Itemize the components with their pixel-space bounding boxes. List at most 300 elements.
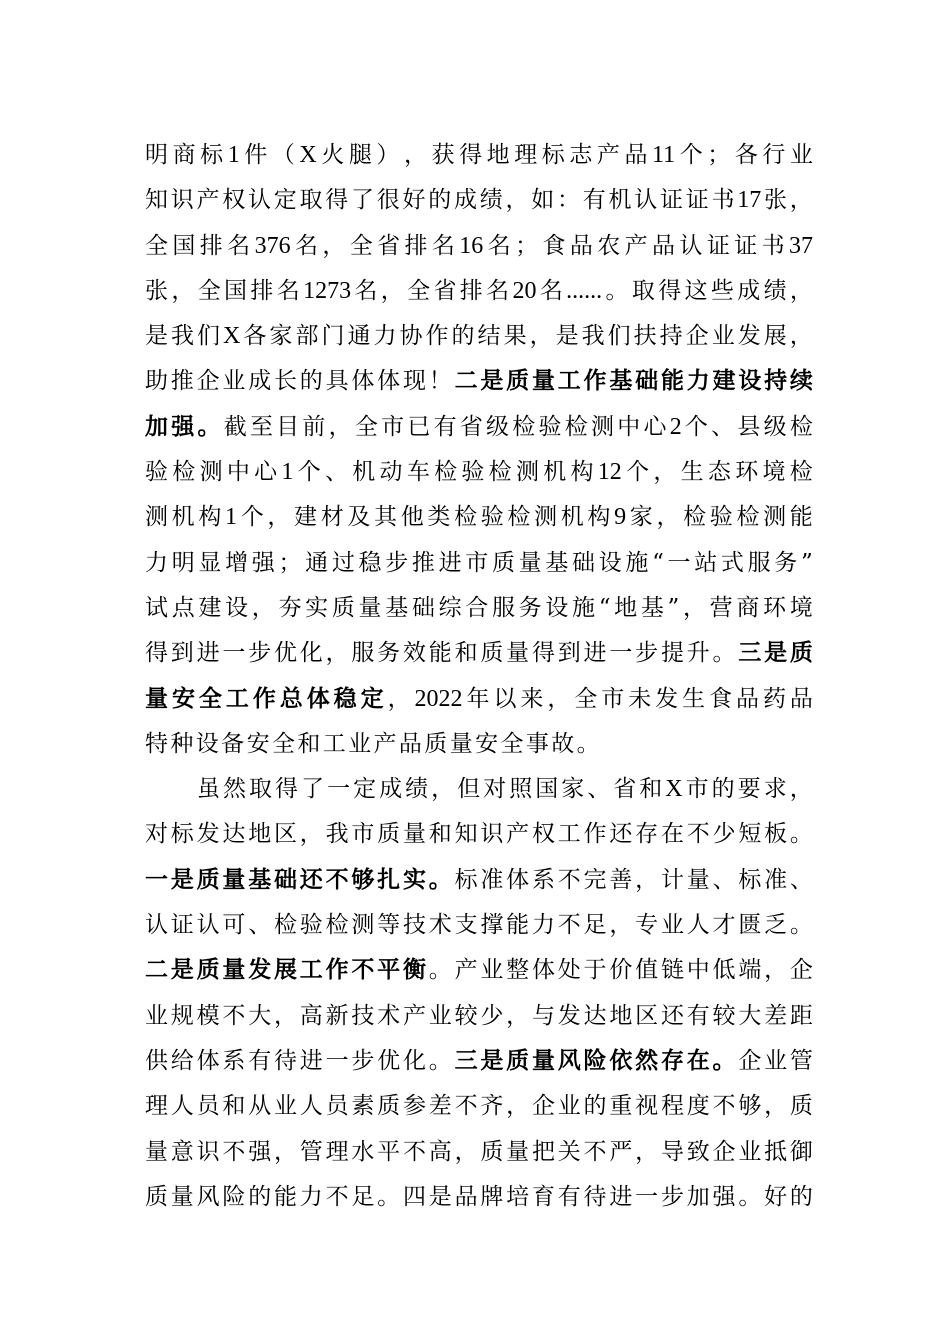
text: 产 bbox=[373, 730, 397, 757]
text: 市 bbox=[601, 685, 625, 712]
text: 足 bbox=[351, 1183, 375, 1210]
bold-text: 质 bbox=[789, 640, 813, 667]
text-line bbox=[145, 499, 813, 544]
text: 量 bbox=[686, 866, 710, 893]
text: 站 bbox=[694, 549, 718, 576]
text: 业 bbox=[557, 1093, 581, 1120]
text: 待 bbox=[273, 1047, 297, 1074]
text: 机 bbox=[560, 504, 584, 531]
text: 不 bbox=[454, 1093, 478, 1120]
text: 全 bbox=[271, 730, 295, 757]
bold-text: 是 bbox=[170, 957, 194, 984]
text: 个 bbox=[297, 459, 321, 486]
text: 证 bbox=[660, 187, 683, 214]
text: 火 bbox=[321, 142, 345, 168]
text: 16 bbox=[459, 232, 484, 259]
bold-text: 然 bbox=[635, 1047, 659, 1074]
text: 量 bbox=[170, 1183, 194, 1210]
text: 明 bbox=[145, 142, 168, 168]
text: 员 bbox=[325, 1093, 349, 1120]
text: 业 bbox=[711, 323, 735, 350]
text: 一 bbox=[327, 776, 351, 803]
text: 生 bbox=[680, 459, 704, 486]
text: 地 bbox=[614, 594, 638, 621]
text: 导 bbox=[660, 1138, 684, 1165]
text: 得 bbox=[658, 277, 682, 304]
text: 短 bbox=[738, 821, 762, 848]
text: 综 bbox=[438, 594, 462, 621]
text: 构 bbox=[570, 459, 594, 486]
text: 业 bbox=[660, 912, 684, 939]
text: 构 bbox=[587, 504, 611, 531]
text: 的 bbox=[428, 187, 452, 214]
text: ， bbox=[609, 912, 633, 939]
text: 抵 bbox=[764, 1138, 788, 1165]
text: 名 bbox=[431, 232, 455, 259]
text: 生 bbox=[682, 685, 706, 712]
bold-text: 量 bbox=[222, 866, 246, 893]
text: 标 bbox=[200, 142, 224, 168]
text: 各 bbox=[734, 142, 758, 168]
text: 推 bbox=[170, 368, 194, 395]
paragraph bbox=[145, 771, 813, 1224]
text: 、 bbox=[587, 776, 611, 803]
text: ： bbox=[557, 187, 580, 214]
text: 给 bbox=[170, 1047, 194, 1074]
text: 测 bbox=[590, 413, 614, 440]
bold-text: 基 bbox=[609, 368, 633, 395]
text: 管 bbox=[789, 1047, 813, 1074]
text: 名 bbox=[539, 277, 563, 304]
bold-text: 三 bbox=[454, 1047, 478, 1074]
text: 名 bbox=[227, 232, 251, 259]
text: 营 bbox=[709, 594, 733, 621]
text: 撑 bbox=[480, 912, 504, 939]
text: 不 bbox=[402, 1138, 426, 1165]
text: 推 bbox=[411, 549, 435, 576]
text: 达 bbox=[583, 1002, 607, 1029]
text: 机 bbox=[352, 459, 376, 486]
text: 省 bbox=[459, 413, 483, 440]
text: 国 bbox=[172, 232, 196, 259]
text: ， bbox=[653, 459, 677, 486]
text: 环 bbox=[735, 459, 759, 486]
text: 已 bbox=[407, 413, 431, 440]
text: 如 bbox=[531, 187, 555, 214]
text-line bbox=[145, 318, 813, 363]
text: 企 bbox=[685, 323, 709, 350]
text: 进 bbox=[609, 1183, 633, 1210]
text: ！ bbox=[428, 368, 452, 395]
text: 。 bbox=[377, 1183, 401, 1210]
text: 技 bbox=[351, 1002, 375, 1029]
text: 书 bbox=[711, 187, 735, 214]
text: 体 bbox=[196, 1047, 220, 1074]
text: 绩 bbox=[763, 277, 787, 304]
text: 步 bbox=[351, 1047, 375, 1074]
text-line bbox=[145, 1043, 813, 1088]
text: 验 bbox=[145, 459, 168, 486]
text: 与 bbox=[531, 1002, 555, 1029]
text: 检 bbox=[454, 504, 478, 531]
text: 可 bbox=[222, 912, 246, 939]
text: 识 bbox=[196, 1138, 220, 1165]
text: 于 bbox=[583, 957, 607, 984]
text: 但 bbox=[457, 776, 481, 803]
text: 成 bbox=[454, 187, 477, 214]
text: 能 bbox=[789, 504, 813, 531]
text: 标 bbox=[170, 821, 194, 848]
text: 了 bbox=[301, 776, 325, 803]
text: 很 bbox=[376, 187, 400, 214]
text: 有 bbox=[582, 187, 606, 214]
bold-text: 不 bbox=[351, 957, 375, 984]
bold-text: 是 bbox=[170, 866, 194, 893]
text: ， bbox=[273, 1002, 297, 1029]
text: 个 bbox=[240, 504, 264, 531]
text: 好 bbox=[764, 1183, 788, 1210]
text: 名 bbox=[487, 232, 511, 259]
text: 境 bbox=[789, 594, 813, 621]
text: 截 bbox=[223, 413, 247, 440]
text: 个 bbox=[626, 459, 650, 486]
text: 培 bbox=[506, 1183, 530, 1210]
text: 式 bbox=[720, 549, 744, 576]
text: 测 bbox=[145, 504, 168, 531]
text: 建 bbox=[198, 594, 222, 621]
text: 37 bbox=[788, 232, 813, 259]
text: 测 bbox=[199, 459, 223, 486]
text: ， bbox=[380, 277, 404, 304]
text: 量 bbox=[358, 594, 382, 621]
text: 到 bbox=[557, 640, 581, 667]
text: 1 bbox=[281, 459, 294, 486]
text: 检 bbox=[273, 912, 297, 939]
text: ， bbox=[322, 232, 346, 259]
text: 张 bbox=[145, 277, 168, 304]
text: 认 bbox=[248, 187, 271, 214]
bold-text: 发 bbox=[248, 957, 272, 984]
text: 检 bbox=[683, 504, 707, 531]
text: 是 bbox=[555, 323, 579, 350]
text: 通 bbox=[305, 549, 329, 576]
text: 验 bbox=[538, 413, 562, 440]
text: 动 bbox=[379, 459, 403, 486]
text: 计 bbox=[660, 866, 684, 893]
text: 产 bbox=[596, 142, 620, 168]
text: 质 bbox=[480, 1138, 504, 1165]
bold-text: 质 bbox=[196, 866, 220, 893]
text: 较 bbox=[454, 1002, 478, 1029]
text: 中 bbox=[617, 413, 641, 440]
text: ， bbox=[325, 640, 349, 667]
text: 产 bbox=[196, 187, 220, 214]
text: 境 bbox=[762, 459, 786, 486]
text: 业 bbox=[348, 730, 372, 757]
bold-text: 够 bbox=[351, 866, 375, 893]
text: 基 bbox=[385, 594, 409, 621]
text: 不 bbox=[686, 821, 710, 848]
text: 关 bbox=[557, 1138, 581, 1165]
text: 企 bbox=[712, 1138, 736, 1165]
text-line bbox=[145, 182, 813, 227]
text: 得 bbox=[325, 187, 349, 214]
text: 一 bbox=[667, 549, 691, 576]
text: 人 bbox=[170, 1093, 194, 1120]
text: 提 bbox=[660, 640, 684, 667]
text: 志 bbox=[569, 142, 593, 168]
text: 量 bbox=[506, 1138, 530, 1165]
text: 、 bbox=[324, 459, 348, 486]
text: 心 bbox=[643, 413, 667, 440]
text: 全 bbox=[349, 232, 373, 259]
text: 检 bbox=[789, 459, 813, 486]
text: 事 bbox=[525, 730, 549, 757]
text: 质 bbox=[331, 594, 355, 621]
text: ， bbox=[171, 277, 195, 304]
text: 新 bbox=[325, 1002, 349, 1029]
text: 安 bbox=[246, 730, 270, 757]
text: 水 bbox=[351, 1138, 375, 1165]
text: ， bbox=[505, 187, 529, 214]
text: 2022 bbox=[414, 685, 463, 712]
text: 通 bbox=[347, 323, 371, 350]
text: 识 bbox=[480, 821, 504, 848]
text: 权 bbox=[222, 187, 246, 214]
text: 端 bbox=[738, 957, 762, 984]
text: 认 bbox=[634, 187, 658, 214]
text: 合 bbox=[465, 594, 489, 621]
text: 参 bbox=[402, 1093, 426, 1120]
text: 专 bbox=[635, 912, 659, 939]
text: 书 bbox=[761, 232, 785, 259]
text: 力 bbox=[373, 323, 397, 350]
text: 助 bbox=[145, 368, 168, 395]
text: 能 bbox=[428, 640, 452, 667]
text: 步 bbox=[635, 640, 659, 667]
text: 系 bbox=[531, 866, 555, 893]
text: ） bbox=[376, 142, 400, 168]
text: 前 bbox=[302, 413, 326, 440]
text: 等 bbox=[377, 912, 401, 939]
text: 检 bbox=[434, 459, 458, 486]
text: 和 bbox=[428, 821, 452, 848]
text: 是 bbox=[145, 323, 168, 350]
text: X bbox=[223, 323, 241, 350]
text: 升 bbox=[686, 640, 710, 667]
text: 12 bbox=[597, 459, 622, 486]
text: 区 bbox=[273, 821, 297, 848]
text: 优 bbox=[377, 1047, 401, 1074]
text: ， bbox=[506, 1093, 530, 1120]
text: 进 bbox=[438, 549, 462, 576]
text: 体 bbox=[351, 368, 375, 395]
bold-text: 工 bbox=[557, 368, 581, 395]
text: 高 bbox=[428, 1138, 452, 1165]
bold-text: 扎 bbox=[377, 866, 401, 893]
bold-text: 质 bbox=[506, 368, 530, 395]
text: 差 bbox=[428, 1093, 452, 1120]
text: 准 bbox=[764, 866, 788, 893]
text: 步 bbox=[660, 1183, 684, 1210]
text: 风 bbox=[196, 1183, 220, 1210]
text: 获 bbox=[431, 142, 455, 168]
text: 年 bbox=[466, 685, 490, 712]
bold-text: 总 bbox=[279, 685, 303, 712]
text: 业 bbox=[222, 368, 246, 395]
text: 测 bbox=[515, 459, 539, 486]
text: 模 bbox=[196, 1002, 220, 1029]
text: 中 bbox=[226, 459, 250, 486]
text: 人 bbox=[686, 912, 710, 939]
text: 有 bbox=[557, 1183, 581, 1210]
text: 扶 bbox=[633, 323, 657, 350]
text: 中 bbox=[686, 957, 710, 984]
text: 长 bbox=[273, 368, 297, 395]
text: ， bbox=[764, 957, 788, 984]
text: 建 bbox=[294, 504, 318, 531]
text-line bbox=[145, 726, 813, 771]
text: 、 bbox=[789, 866, 813, 893]
text: 规 bbox=[170, 1002, 194, 1029]
text: 检 bbox=[512, 413, 536, 440]
text: 达 bbox=[222, 821, 246, 848]
text: 、 bbox=[248, 912, 272, 939]
text: 11 bbox=[652, 142, 676, 168]
text: 。 bbox=[428, 957, 452, 984]
text: 过 bbox=[331, 549, 355, 576]
text: 地 bbox=[609, 1002, 633, 1029]
text: 工 bbox=[322, 730, 346, 757]
text: 农 bbox=[597, 232, 621, 259]
text: 设 bbox=[598, 549, 622, 576]
text: 技 bbox=[402, 912, 426, 939]
text-line bbox=[145, 635, 813, 680]
text-line bbox=[145, 590, 813, 635]
text: 取 bbox=[631, 277, 655, 304]
text: ， bbox=[635, 1138, 659, 1165]
text: 级 bbox=[486, 413, 510, 440]
text: ， bbox=[635, 866, 659, 893]
text: 善 bbox=[609, 866, 633, 893]
text: 质 bbox=[789, 1093, 813, 1120]
text: 工 bbox=[557, 821, 581, 848]
text: 的 bbox=[789, 1183, 813, 1210]
text: 定 bbox=[353, 776, 377, 803]
bold-text: 一 bbox=[145, 866, 168, 893]
text: 步 bbox=[248, 640, 272, 667]
text: 产 bbox=[624, 232, 648, 259]
text: 质 bbox=[480, 640, 504, 667]
text: 业 bbox=[764, 1047, 788, 1074]
text-line bbox=[145, 1088, 813, 1133]
text: ， bbox=[299, 821, 323, 848]
bold-text: 基 bbox=[248, 866, 272, 893]
text: 产 bbox=[454, 957, 478, 984]
bold-text: 安 bbox=[171, 685, 195, 712]
text: 发 bbox=[557, 1002, 581, 1029]
text: 待 bbox=[583, 1183, 607, 1210]
text: 。 bbox=[576, 730, 600, 757]
text: 对 bbox=[145, 821, 168, 848]
text: 们 bbox=[197, 323, 221, 350]
text: 照 bbox=[509, 776, 533, 803]
text: 市 bbox=[351, 821, 375, 848]
text: 进 bbox=[583, 640, 607, 667]
text: 名 bbox=[354, 277, 378, 304]
text: ， bbox=[682, 594, 706, 621]
bold-text: 是 bbox=[480, 368, 504, 395]
text: 和 bbox=[454, 640, 478, 667]
text: 以 bbox=[493, 685, 517, 712]
text: 取 bbox=[299, 187, 323, 214]
text: 验 bbox=[461, 459, 485, 486]
text: 质 bbox=[424, 730, 448, 757]
text: 求 bbox=[763, 776, 787, 803]
text: 其 bbox=[374, 504, 398, 531]
text: 各 bbox=[243, 323, 267, 350]
text: 服 bbox=[351, 640, 375, 667]
text: 。 bbox=[738, 1183, 762, 1210]
bold-text: 。 bbox=[428, 866, 452, 893]
text: 对 bbox=[483, 776, 507, 803]
text: 。 bbox=[605, 277, 629, 304]
text: 度 bbox=[686, 1093, 710, 1120]
text: 家 bbox=[269, 323, 293, 350]
text: 一 bbox=[222, 640, 246, 667]
bold-text: 质 bbox=[506, 1047, 530, 1074]
text: 支 bbox=[454, 912, 478, 939]
text: 1 bbox=[227, 142, 240, 168]
text: 全 bbox=[500, 730, 524, 757]
text: 部 bbox=[295, 323, 319, 350]
text: 处 bbox=[557, 957, 581, 984]
text: 严 bbox=[609, 1138, 633, 1165]
bold-text: 。 bbox=[712, 1047, 736, 1074]
text: 乏 bbox=[764, 912, 788, 939]
text-line bbox=[145, 907, 813, 952]
bold-text: 险 bbox=[583, 1047, 607, 1074]
text: 排 bbox=[250, 277, 274, 304]
text: 至 bbox=[249, 413, 273, 440]
text: 人 bbox=[299, 1093, 323, 1120]
text: 检 bbox=[325, 912, 349, 939]
text: 重 bbox=[609, 1093, 633, 1120]
text: 名 bbox=[276, 277, 300, 304]
text: ， bbox=[789, 187, 813, 214]
text: 标 bbox=[541, 142, 565, 168]
text: 车 bbox=[406, 459, 430, 486]
text: 全 bbox=[197, 277, 221, 304]
text: 施 bbox=[572, 594, 595, 621]
bold-text: 量 bbox=[531, 368, 555, 395]
bold-text: 实 bbox=[402, 866, 426, 893]
text: 价 bbox=[609, 957, 633, 984]
text: 险 bbox=[222, 1183, 246, 1210]
text: 显 bbox=[198, 549, 222, 576]
text: 县 bbox=[737, 413, 761, 440]
text-line bbox=[145, 273, 813, 318]
text: 态 bbox=[707, 459, 731, 486]
text-line bbox=[145, 1179, 813, 1224]
text: ， bbox=[656, 504, 680, 531]
bold-text: 二 bbox=[454, 368, 478, 395]
text: 识 bbox=[170, 187, 194, 214]
text: 务 bbox=[377, 640, 401, 667]
text: 品 bbox=[789, 685, 813, 712]
text: 、 bbox=[711, 413, 735, 440]
text: 理 bbox=[145, 1093, 168, 1120]
